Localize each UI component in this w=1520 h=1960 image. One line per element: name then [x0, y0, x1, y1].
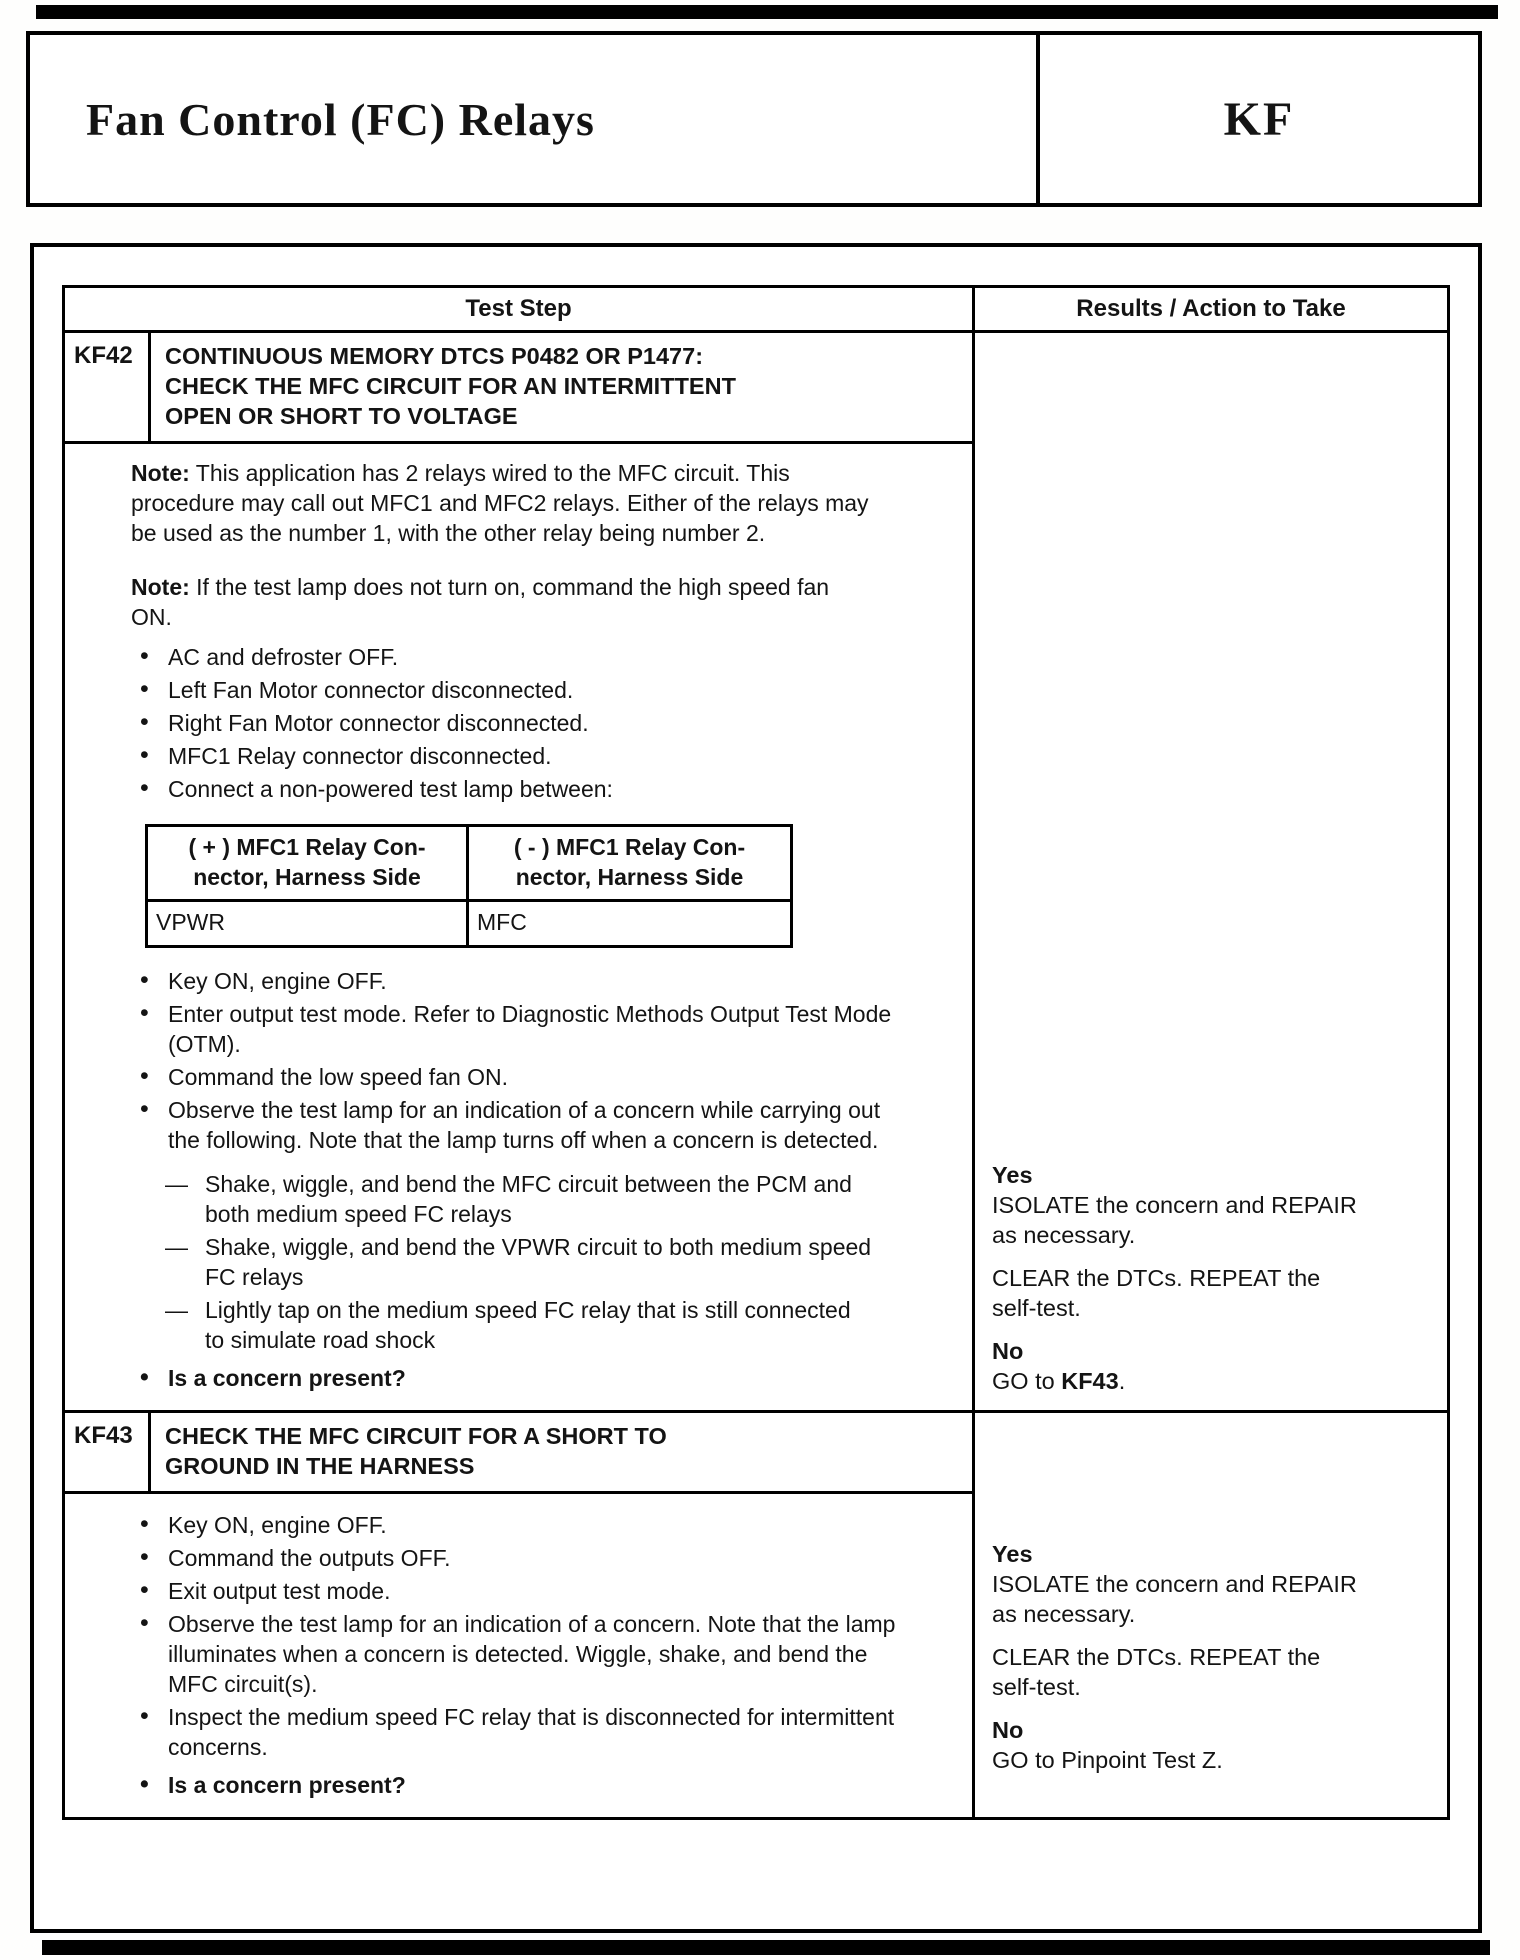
bullet-item: • Key ON, engine OFF. — [131, 966, 911, 996]
dash-item: — Lightly tap on the medium speed FC relay that is still connected to simulate road shock — [165, 1295, 875, 1355]
note-label: Note: — [131, 460, 190, 486]
bullet-item: • MFC1 Relay connector disconnected. — [131, 741, 911, 771]
test-step-row-kf43 — [65, 1410, 1447, 1817]
test-lamp-connection-table — [145, 824, 793, 948]
dash-item: — Shake, wiggle, and bend the MFC circuit between the PCM and both medium speed FC relays — [165, 1169, 875, 1229]
table-header-row — [65, 288, 1447, 333]
scan-artifact-bottom-bar — [42, 1940, 1490, 1955]
kf42-no-label: No — [992, 1338, 1024, 1364]
kf43-no-label: No — [992, 1717, 1024, 1743]
kf43-test-step-cell — [65, 1413, 975, 1817]
bullet-item: • AC and defroster OFF. — [131, 642, 911, 672]
kf43-concern-question: • Is a concern present? — [131, 1770, 911, 1800]
lamp-table-positive-value: VPWR — [148, 902, 469, 945]
scan-artifact-top-bar — [36, 5, 1498, 19]
kf42-step-title: CONTINUOUS MEMORY DTCS P0482 OR P1477: CHECK THE MFC CIRCUIT FOR AN INTERMITTENT OPEN OR SHORT TO VOLTAGE — [165, 343, 736, 429]
kf42-wiggle-dash-list — [165, 1169, 912, 1355]
kf42-yes-action-1: ISOLATE the concern and REPAIR as necessary. — [992, 1192, 1357, 1248]
bullet-item: • Key ON, engine OFF. — [131, 1510, 911, 1540]
kf42-no-action: GO to KF43. — [992, 1368, 1126, 1394]
page-code: KF — [1223, 92, 1295, 146]
bullet-item: • Exit output test mode. — [131, 1576, 911, 1606]
test-step-row-kf42 — [65, 333, 1447, 1410]
lamp-table-negative-header: ( - ) MFC1 Relay Con- nector, Harness Side — [513, 834, 746, 890]
kf42-procedure-bullet-list — [131, 966, 912, 1155]
kf43-step-title: CHECK THE MFC CIRCUIT FOR A SHORT TO GROUND IN THE HARNESS — [165, 1423, 667, 1479]
kf42-concern-question: • Is a concern present? — [131, 1363, 911, 1393]
kf42-step-id: KF42 — [65, 333, 151, 441]
kf43-yes-label: Yes — [992, 1541, 1033, 1567]
kf42-question-list — [131, 1363, 912, 1393]
dash-item: — Shake, wiggle, and bend the VPWR circuit to both medium speed FC relays — [165, 1232, 875, 1292]
kf43-yes-action-2: CLEAR the DTCs. REPEAT the self-test. — [992, 1644, 1321, 1700]
kf42-title-row — [65, 333, 972, 444]
kf43-step-id: KF43 — [65, 1413, 151, 1491]
pinpoint-test-table — [62, 285, 1450, 1820]
bullet-item: • Command the outputs OFF. — [131, 1543, 911, 1573]
bullet-item: • Enter output test mode. Refer to Diagnostic Methods Output Test Mode (OTM). — [131, 999, 911, 1059]
lamp-table-positive-header: ( + ) MFC1 Relay Con- nector, Harness Side — [148, 827, 469, 899]
bullet-item: • Observe the test lamp for an indication of a concern. Note that the lamp illuminates when a concern is detected. Wiggle, shake, and bend the MFC circuit(s). — [131, 1609, 911, 1699]
page-title-cell — [30, 35, 1040, 203]
kf42-step-body — [65, 444, 972, 1410]
bullet-item: • Inspect the medium speed FC relay that is disconnected for intermittent concerns. — [131, 1702, 911, 1762]
content-frame — [30, 243, 1482, 1933]
kf42-note-1: Note: This application has 2 relays wired to the MFC circuit. This procedure may call out MFC1 and MFC2 relays. Either of the relays may be used as the number 1, with the other relay being number 2. — [131, 460, 869, 546]
kf42-test-step-cell — [65, 333, 975, 1410]
kf42-yes-action-2: CLEAR the DTCs. REPEAT the self-test. — [992, 1265, 1321, 1321]
bullet-item: • Observe the test lamp for an indication of a concern while carrying out the following. Note that the lamp turns off when a concern is detected. — [131, 1095, 911, 1155]
kf42-yes-label: Yes — [992, 1162, 1033, 1188]
lamp-table-negative-value: MFC — [477, 909, 527, 935]
col-header-test-step: Test Step — [65, 288, 975, 330]
kf43-no-action: GO to Pinpoint Test Z. — [992, 1747, 1223, 1773]
kf42-setup-bullet-list — [131, 642, 912, 804]
bullet-item: • Left Fan Motor connector disconnected. — [131, 675, 911, 705]
col-header-results: Results / Action to Take — [1076, 295, 1346, 322]
kf43-results-cell — [975, 1413, 1447, 1817]
page-header — [26, 31, 1482, 207]
lamp-table-value-row — [148, 902, 790, 945]
kf43-yes-action-1: ISOLATE the concern and REPAIR as necessary. — [992, 1571, 1357, 1627]
page-code-cell — [1040, 35, 1478, 203]
kf42-results-cell — [975, 333, 1447, 1410]
bullet-item: • Command the low speed fan ON. — [131, 1062, 911, 1092]
lamp-table-header-row — [148, 827, 790, 902]
kf43-title-row — [65, 1413, 972, 1494]
kf43-procedure-bullet-list — [131, 1510, 912, 1800]
kf42-no-action-target: KF43 — [1061, 1368, 1119, 1394]
bullet-item: • Connect a non-powered test lamp between: — [131, 774, 911, 804]
kf42-note-2: Note: If the test lamp does not turn on, command the high speed fan ON. — [131, 574, 830, 630]
page-title: Fan Control (FC) Relays — [86, 93, 595, 145]
bullet-item: • Right Fan Motor connector disconnected. — [131, 708, 911, 738]
note-label: Note: — [131, 574, 190, 600]
kf43-step-body — [65, 1494, 972, 1817]
